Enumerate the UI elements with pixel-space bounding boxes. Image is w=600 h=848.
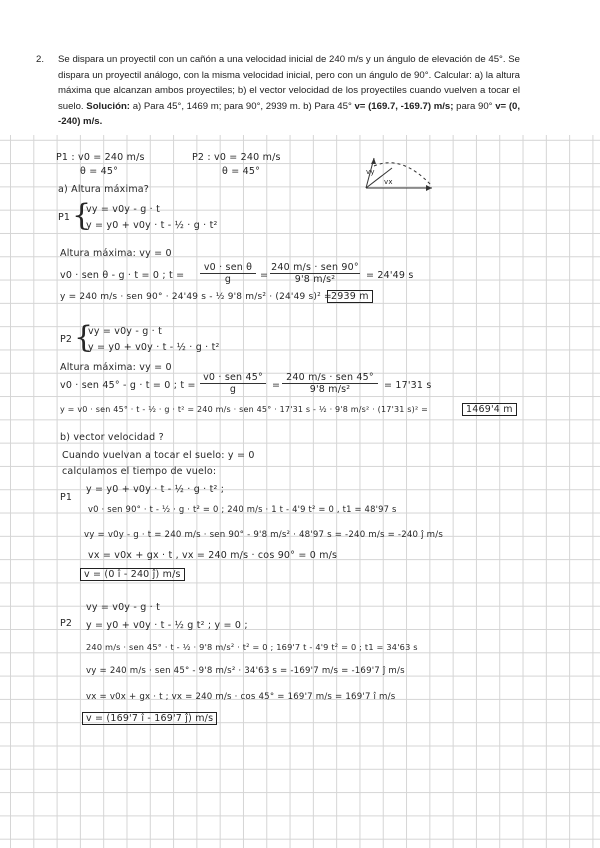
p2-fraction-2 [282,372,378,395]
p1-time-result: = 24'49 s [366,270,414,281]
p1-max-height-cond: Altura máxima: vy = 0 [60,248,172,259]
solution-label: Solución: [86,100,130,112]
b-p1-vy-calc: vy = v0y - g · t = 240 m/s · sen 90° - 9'8 m/s² · 48'97 s = -240 m/s = -240 ĵ m/s [84,530,443,540]
p2-label: P2 [60,334,73,345]
p2-brace: { [74,320,94,355]
p2-y-eq: y = y0 + v0y · t - ½ · g · t² [88,342,220,353]
b-p2-vy-eq: vy = v0y - g · t [86,602,161,613]
b-p2-label: P2 [60,618,73,629]
p1-brace: { [72,198,92,233]
b-p2-velocity-vector: v = (169'7 î - 169'7 ĵ) m/s [82,712,217,725]
p2-height-calc: y = v0 · sen 45° · t - ½ · g · t² = 240 m/s · sen 45° · 17'31 s - ½ · 9'8 m/s² · (17'31 s)² = [60,405,429,414]
p2-fraction-1 [200,372,266,395]
p2-data-v0: P2 : v0 = 240 m/s [192,152,281,163]
p2-vy-eq: vy = v0y - g · t [88,326,163,337]
p2-eq-sign: = [272,380,281,391]
b-p2-vy-calc: vy = 240 m/s · sen 45° - 9'8 m/s² · 34'63 s = -169'7 m/s = -169'7 ĵ m/s [86,666,405,676]
b-condition-line: Cuando vuelvan a tocar el suelo: y = 0 [62,450,255,461]
section-b-title: b) vector velocidad ? [60,432,164,443]
p1-frac2-num: 240 m/s · sen 90° [271,262,359,273]
problem-statement: Se dispara un proyectil con un cañón a una velocidad inicial de 240 m/s y un ángulo de elevación de 45°. Se dispara un proyectil análogo, con la misma velocidad inicial, pero con un ángulo de 90°. Calcular: a) la altura máxima que alcanzan ambos proyectiles; b) el vector velocidad de los proyectiles cuando vuelven a tocar el suelo. [58,54,520,112]
p1-time-eq: v0 · sen θ - g · t = 0 ; t = [60,270,185,281]
p1-label: P1 [58,212,71,223]
p2-frac2-den: 9'8 m/s² [309,384,351,395]
p1-data-theta: θ = 45° [80,166,119,177]
p2-frac1-num: v0 · sen 45° [200,372,266,384]
p1-vy-eq: vy = v0y - g · t [86,204,161,215]
b-p1-vx-calc: vx = v0x + gx · t , vx = 240 m/s · cos 90° = 0 m/s [88,550,338,561]
p1-eq-sign: = [260,270,269,281]
p2-time-result: = 17'31 s [384,380,432,391]
p1-height-calc: y = 240 m/s · sen 90° · 24'49 s - ½ 9'8 m/s² · (24'49 s)² = [60,292,332,302]
p2-height-result: 1469'4 m [462,403,517,416]
p1-fraction-1 [200,262,256,285]
b-p2-time-calc: 240 m/s · sen 45° · t - ½ · 9'8 m/s² · t² = 0 ; 169'7 t - 4'9 t² = 0 ; t1 = 34'63 s [86,642,418,652]
p2-frac1-den: g [229,384,237,395]
p2-time-eq: v0 · sen 45° - g · t = 0 ; t = [60,380,196,391]
p1-frac1-den: g [224,274,232,285]
b-p1-label: P1 [60,492,73,503]
problem-statement-block [0,0,600,135]
b-p1-y-eq: y = y0 + v0y · t - ½ · g · t² ; [86,484,225,495]
p1-fraction-2 [270,262,360,285]
p1-data-v0: P1 : v0 = 240 m/s [56,152,145,163]
p1-y-eq: y = y0 + v0y · t - ½ · g · t² [86,220,218,231]
b-p2-vx-calc: vx = v0x + gx · t ; vx = 240 m/s · cos 45° = 169'7 m/s = 169'7 î m/s [86,692,396,702]
solution-mid: para 90° [456,100,493,112]
solution-v45: v= (169.7, -169.7) m/s; [354,100,454,112]
solution-v90: v= (0, -240) m/s. [58,100,521,128]
b-p1-velocity-vector: v = (0 î - 240 ĵ) m/s [80,568,185,581]
problem-text [58,52,520,130]
p1-frac2-den: 9'8 m/s² [294,274,336,285]
p2-frac2-num: 240 m/s · sen 45° [282,372,378,384]
b-p2-y-eq: y = y0 + v0y · t - ½ g t² ; y = 0 ; [86,620,248,631]
diagram-vx-label: vx [384,178,393,186]
b-flight-time-line: calculamos el tiempo de vuelo: [62,466,217,477]
p1-frac1-num: v0 · sen θ [200,262,256,274]
p1-height-result: 2939 m [327,290,373,303]
diagram-vy-label: vy [366,168,375,176]
section-a-title: a) Altura máxima? [58,184,150,195]
solution-text: a) Para 45°, 1469 m; para 90°, 2939 m. b) Para 45° [132,100,352,112]
b-p1-time-calc: v0 · sen 90° · t - ½ · g · t² = 0 ; 240 m/s · 1 t - 4'9 t² = 0 , t1 = 48'97 s [88,504,397,514]
p2-data-theta: θ = 45° [222,166,261,177]
p2-max-height-cond: Altura máxima: vy = 0 [60,362,172,373]
problem-number: 2. [36,54,45,65]
